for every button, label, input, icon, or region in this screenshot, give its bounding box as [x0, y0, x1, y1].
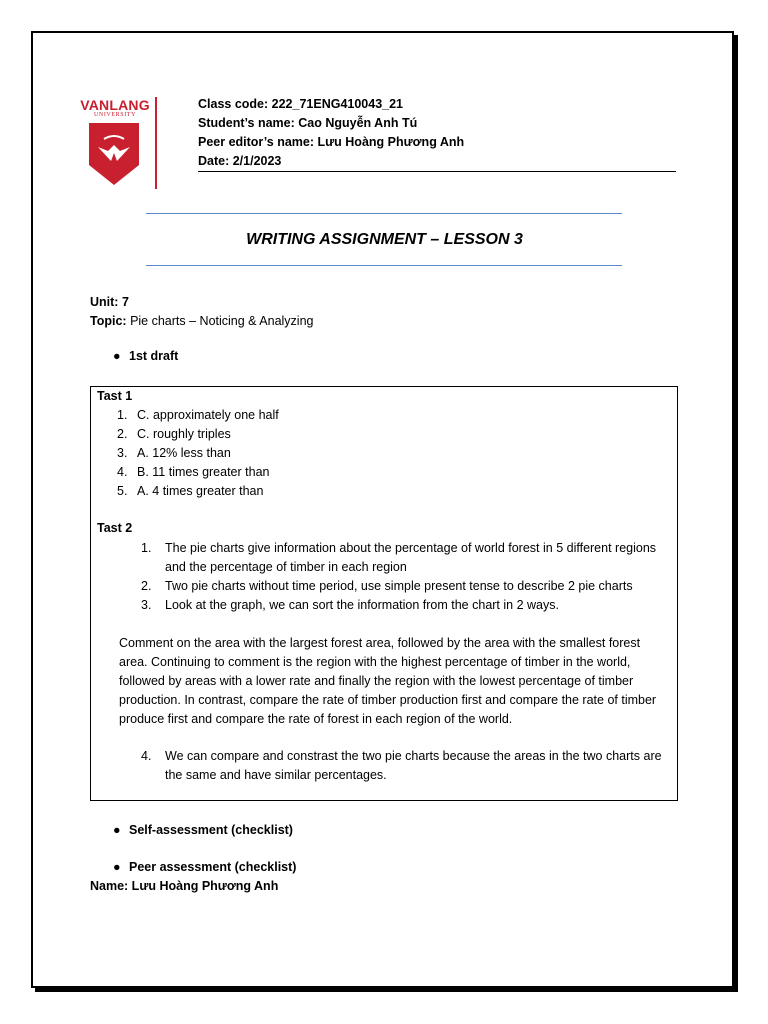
task2-list-continued: [141, 747, 671, 785]
unit-label: Unit:: [90, 295, 119, 309]
header-info: [198, 95, 464, 171]
task1-list: [117, 406, 279, 501]
title-bottom-rule: [146, 265, 622, 266]
header-rule: [198, 171, 676, 172]
list-item: 2. Two pie charts without time period, use simple present tense to describe 2 pie charts: [141, 579, 633, 593]
topic-value: Pie charts – Noticing & Analyzing: [130, 314, 314, 328]
task2-heading: Tast 2: [97, 521, 133, 535]
page-title: WRITING ASSIGNMENT – LESSON 3: [246, 231, 523, 248]
topic-label: Topic:: [90, 314, 127, 328]
list-item: 4. We can compare and constrast the two pie charts because the areas in the two charts are the same and have similar percentages.: [141, 749, 662, 782]
bullet-peer-assessment: [113, 860, 296, 874]
draft-box: [90, 386, 678, 801]
list-item: 3. Look at the graph, we can sort the information from the chart in 2 ways.: [141, 598, 559, 612]
unit-topic-block: [90, 293, 314, 331]
logo-divider: [155, 97, 157, 189]
list-item: 2. C. roughly triples: [117, 427, 231, 441]
student-name: Student’s name: Cao Nguyễn Anh Tú: [198, 116, 418, 130]
bullet-self-assessment: [113, 823, 293, 837]
shield-icon: [87, 121, 141, 187]
bullet-label: Peer assessment (checklist): [129, 860, 297, 874]
peer-editor-name: Peer editor’s name: Lưu Hoàng Phương Anh: [198, 135, 465, 149]
bullet-dot-icon: ●: [113, 860, 121, 874]
university-logo: [77, 97, 153, 197]
task2-list: [141, 539, 671, 615]
class-code: Class code: 222_71ENG410043_21: [198, 97, 404, 111]
list-item: 3. A. 12% less than: [117, 446, 231, 460]
peer-name-line: Name: Lưu Hoàng Phương Anh: [90, 879, 279, 893]
task1-heading: Tast 1: [97, 389, 133, 403]
topic-line: [90, 312, 314, 331]
bullet-dot-icon: ●: [113, 349, 121, 363]
logo-wordmark: VANLANG: [80, 97, 150, 113]
logo-subtitle: UNIVERSITY: [94, 112, 136, 118]
document-page: [31, 31, 734, 988]
list-item: 4. B. 11 times greater than: [117, 465, 270, 479]
unit-line: [90, 293, 314, 312]
title-top-rule: [146, 213, 622, 214]
task2-paragraph: Comment on the area with the largest forest area, followed by the area with the smallest forest area. Continuing to comment is the region with the highest percentage of timber in the world, followed by areas with a lower rate and finally the region with the lowest percentage of timber production. In contrast, compare the rate of timber production first and compare the rate of timber produce first and compare the rate of forest in each region of the world.: [119, 636, 657, 726]
bullet-label: Self-assessment (checklist): [129, 823, 293, 837]
bullet-label: 1st draft: [129, 349, 179, 363]
list-item: 1. The pie charts give information about the percentage of world forest in 5 different regions and the percentage of timber in each region: [141, 541, 657, 574]
list-item: 5. A. 4 times greater than: [117, 484, 264, 498]
bullet-dot-icon: ●: [113, 823, 121, 837]
unit-value: 7: [121, 295, 129, 309]
bullet-first-draft: [113, 349, 178, 363]
date: Date: 2/1/2023: [198, 154, 282, 168]
list-item: 1. C. approximately one half: [117, 408, 279, 422]
